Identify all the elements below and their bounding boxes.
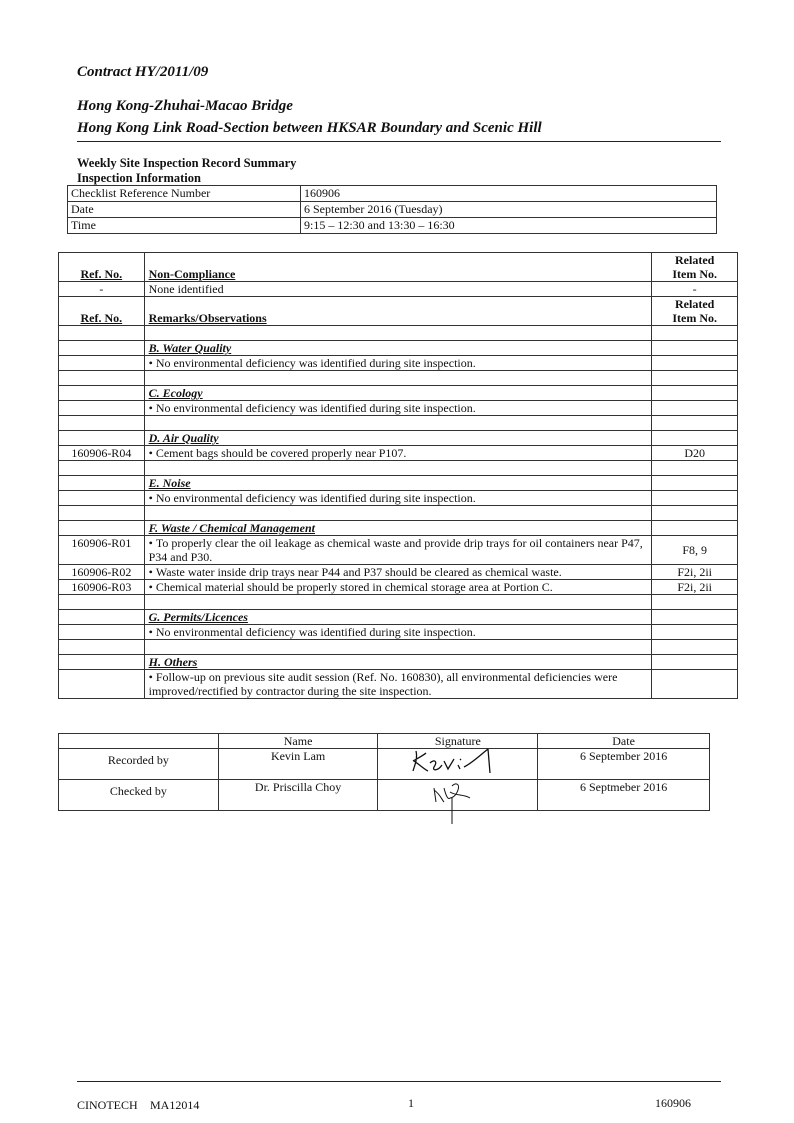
section-title-text: D. Air Quality (148, 431, 219, 445)
observation-row (59, 401, 738, 416)
observation-text: • No environmental deficiency was identified during site inspection. (144, 401, 652, 416)
section-item-cell (652, 521, 738, 536)
observation-ref (59, 670, 145, 699)
nc-ref: - (59, 282, 145, 297)
info-row (68, 218, 717, 234)
section-ref-cell (59, 655, 145, 670)
spacer-row (59, 595, 738, 610)
observation-text: • No environmental deficiency was identified during site inspection. (144, 356, 652, 371)
observation-ref (59, 356, 145, 371)
section-item-cell (652, 386, 738, 401)
section-title: Hong Kong Link Road-Section between HKSAR Boundary and Scenic Hill (77, 120, 542, 136)
section-title-row (59, 521, 738, 536)
observations-table (58, 252, 738, 699)
observation-ref: 160906-R01 (59, 536, 145, 565)
spacer-cell (59, 416, 145, 431)
section-title-text: C. Ecology (148, 386, 203, 400)
observation-row (59, 565, 738, 580)
signoff-name-header: Name (218, 734, 378, 749)
info-label: Checklist Reference Number (68, 186, 301, 202)
info-row (68, 186, 717, 202)
section-title-row (59, 655, 738, 670)
signoff-header-row (59, 734, 710, 749)
page-number: 1 (408, 1096, 414, 1110)
spacer-row (59, 326, 738, 341)
section-title-row (59, 386, 738, 401)
observation-text: • To properly clear the oil leakage as chemical waste and provide drip trays for oil containers near P47, P34 and P30. (144, 536, 652, 565)
inspection-info-title: Inspection Information (77, 171, 201, 185)
observation-item (652, 670, 738, 699)
spacer-cell (144, 640, 652, 655)
info-label: Date (68, 202, 301, 218)
section-title-row (59, 610, 738, 625)
spacer-cell (144, 416, 652, 431)
section-title (144, 476, 652, 491)
observation-text: • Chemical material should be properly stored in chemical storage area at Portion C. (144, 580, 652, 595)
observation-row (59, 625, 738, 640)
spacer-cell (652, 461, 738, 476)
signature-kevin-image (408, 743, 508, 777)
spacer-cell (59, 506, 145, 521)
spacer-row (59, 640, 738, 655)
info-row (68, 202, 717, 218)
signoff-blank (59, 734, 219, 749)
spacer-cell (652, 595, 738, 610)
observation-item (652, 401, 738, 416)
spacer-cell (59, 461, 145, 476)
section-ref-cell (59, 341, 145, 356)
signoff-name: Kevin Lam (218, 749, 378, 780)
observation-row (59, 491, 738, 506)
observation-item: F2i, 2ii (652, 565, 738, 580)
observation-ref: 160906-R04 (59, 446, 145, 461)
spacer-cell (652, 416, 738, 431)
signoff-date-header: Date (538, 734, 710, 749)
spacer-row (59, 371, 738, 386)
section-ref-cell (59, 476, 145, 491)
remarks-header-row (59, 297, 738, 326)
section-item-cell (652, 341, 738, 356)
nc-row (59, 282, 738, 297)
section-title-text: G. Permits/Licences (148, 610, 248, 624)
observation-item (652, 356, 738, 371)
footer-code: MA12014 (150, 1098, 200, 1112)
signoff-row (59, 780, 710, 811)
project-title: Hong Kong-Zhuhai-Macao Bridge (77, 98, 293, 114)
info-value: 6 September 2016 (Tuesday) (301, 202, 717, 218)
spacer-cell (144, 461, 652, 476)
observation-item: D20 (652, 446, 738, 461)
observation-item (652, 625, 738, 640)
info-value: 9:15 – 12:30 and 13:30 – 16:30 (301, 218, 717, 234)
nc-desc-header: Non-Compliance (144, 253, 652, 282)
inspection-info-table (67, 185, 717, 234)
signoff-signature-header: Signature (378, 734, 538, 749)
observation-row (59, 536, 738, 565)
spacer-cell (59, 326, 145, 341)
spacer-row (59, 461, 738, 476)
observation-text: • No environmental deficiency was identified during site inspection. (144, 625, 652, 640)
spacer-cell (652, 640, 738, 655)
signoff-date: 6 Septmeber 2016 (538, 780, 710, 811)
summary-title: Weekly Site Inspection Record Summary (77, 156, 297, 170)
section-ref-cell (59, 610, 145, 625)
observation-row (59, 670, 738, 699)
remarks-desc-header: Remarks/Observations (144, 297, 652, 326)
spacer-cell (59, 371, 145, 386)
section-title-text: B. Water Quality (148, 341, 232, 355)
spacer-cell (144, 595, 652, 610)
signature-choy-image (428, 778, 508, 828)
nc-item: - (652, 282, 738, 297)
remarks-item-header: Related Item No. (652, 297, 738, 326)
signoff-date: 6 September 2016 (538, 749, 710, 780)
observation-item: F8, 9 (652, 536, 738, 565)
section-title (144, 655, 652, 670)
observation-ref: 160906-R02 (59, 565, 145, 580)
spacer-cell (59, 640, 145, 655)
footer-reference: 160906 (655, 1096, 691, 1110)
observation-row (59, 356, 738, 371)
contract-number: Contract HY/2011/09 (77, 64, 209, 80)
signoff-name: Dr. Priscilla Choy (218, 780, 378, 811)
section-ref-cell (59, 386, 145, 401)
observation-item (652, 491, 738, 506)
section-title-text: F. Waste / Chemical Management (148, 521, 315, 535)
info-label: Time (68, 218, 301, 234)
signoff-role: Recorded by (59, 749, 219, 780)
observation-ref (59, 401, 145, 416)
section-ref-cell (59, 431, 145, 446)
signoff-row (59, 749, 710, 780)
observation-text: • Follow-up on previous site audit session (Ref. No. 160830), all environmental deficiencies were improved/rectified by contractor during the site inspection. (144, 670, 652, 699)
observation-ref (59, 491, 145, 506)
section-title-row (59, 431, 738, 446)
spacer-cell (144, 371, 652, 386)
section-title (144, 341, 652, 356)
spacer-cell (144, 326, 652, 341)
section-title-row (59, 476, 738, 491)
nc-header-row (59, 253, 738, 282)
nc-ref-header: Ref. No. (59, 253, 145, 282)
section-item-cell (652, 476, 738, 491)
section-title-text: E. Noise (148, 476, 191, 490)
section-item-cell (652, 431, 738, 446)
observation-text: • Cement bags should be covered properly near P107. (144, 446, 652, 461)
observation-item: F2i, 2ii (652, 580, 738, 595)
observation-ref: 160906-R03 (59, 580, 145, 595)
signoff-role: Checked by (59, 780, 219, 811)
remarks-ref-header: Ref. No. (59, 297, 145, 326)
header-divider (77, 141, 721, 142)
spacer-row (59, 416, 738, 431)
section-title (144, 521, 652, 536)
signoff-table (58, 733, 710, 811)
info-value: 160906 (301, 186, 717, 202)
observation-ref (59, 625, 145, 640)
spacer-cell (652, 371, 738, 386)
spacer-cell (59, 595, 145, 610)
spacer-row (59, 506, 738, 521)
section-title-text: H. Others (148, 655, 198, 669)
nc-item-header: Related Item No. (652, 253, 738, 282)
section-title-row (59, 341, 738, 356)
footer-divider (77, 1081, 721, 1082)
observation-row (59, 446, 738, 461)
section-title (144, 431, 652, 446)
footer-company: CINOTECH (77, 1098, 138, 1112)
signature-recorded (378, 749, 538, 780)
section-title (144, 610, 652, 625)
observation-text: • No environmental deficiency was identified during site inspection. (144, 491, 652, 506)
section-item-cell (652, 610, 738, 625)
section-title (144, 386, 652, 401)
spacer-cell (652, 326, 738, 341)
nc-desc: None identified (144, 282, 652, 297)
observation-text: • Waste water inside drip trays near P44 and P37 should be cleared as chemical waste. (144, 565, 652, 580)
signature-checked (378, 780, 538, 811)
spacer-cell (144, 506, 652, 521)
section-item-cell (652, 655, 738, 670)
spacer-cell (652, 506, 738, 521)
observation-row (59, 580, 738, 595)
section-ref-cell (59, 521, 145, 536)
